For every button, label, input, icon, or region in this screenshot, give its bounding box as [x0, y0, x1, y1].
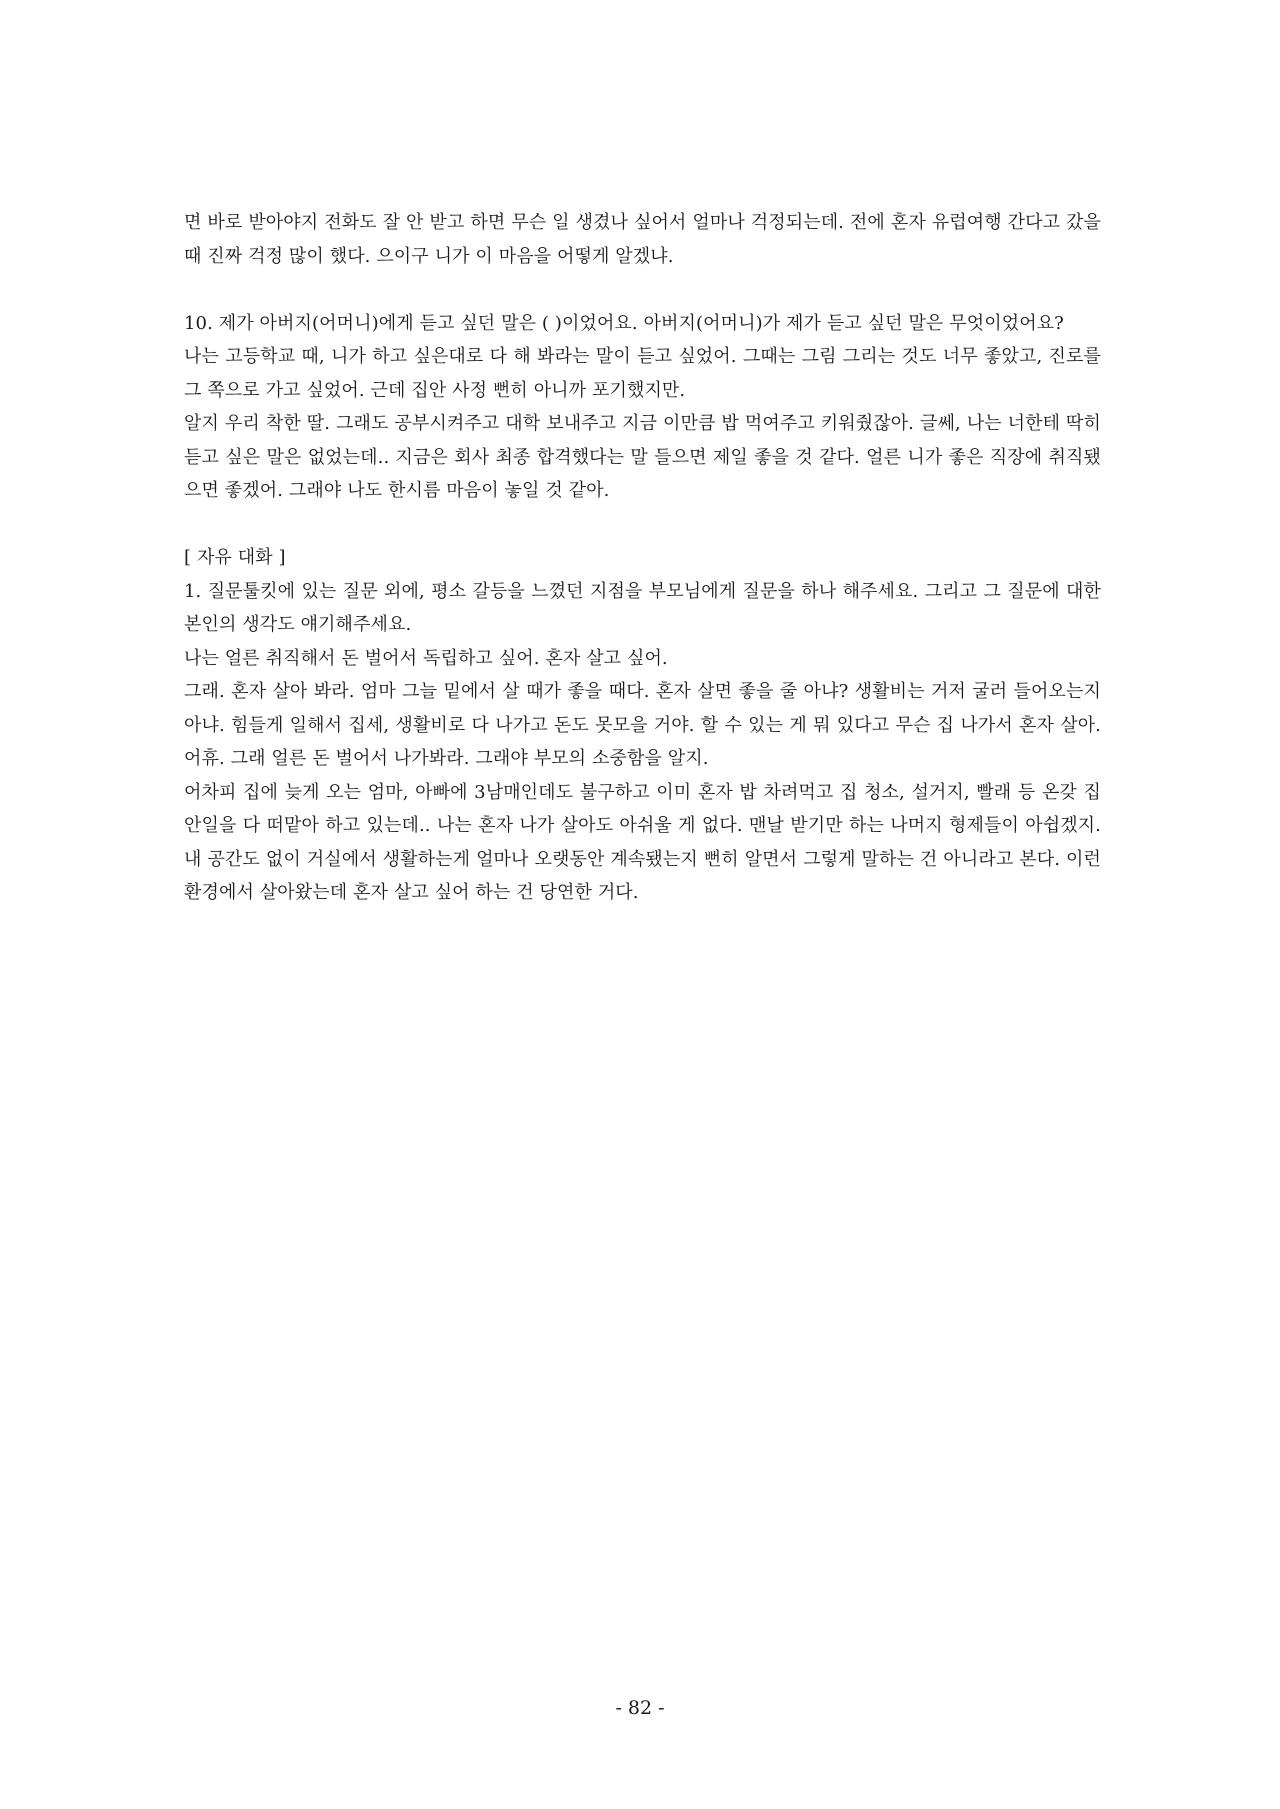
free-talk-child-statement: 나는 얼른 취직해서 돈 벌어서 독립하고 싶어. 혼자 살고 싶어.: [184, 647, 668, 669]
document-body: [184, 206, 1101, 910]
free-talk-question-1: 1. 질문툴킷에 있는 질문 외에, 평소 갈등을 느꼈던 지점을 부모님에게 질문을 하나 해주세요. 그리고 그 질문에 대한 본인의 생각도 얘기해주세요.: [184, 580, 1101, 635]
free-talk-child-reflection: 어차피 집에 늦게 오는 엄마, 아빠에 3남매인데도 불구하고 이미 혼자 밥 차려먹고 집 청소, 설거지, 빨래 등 온갖 집안일을 다 떠맡아 하고 있는데.. 나는 혼자 나가 살아도 아쉬울 게 없다. 맨날 받기만 하는 나머지 형제들이 아쉽겠지. 내 공간도 없이 거실에서 생활하는게 얼마나 오랫동안 계속됐는지 뻔히 알면서 그렇게 말하는 건 아니라고 본다. 이런 환경에서 살아왔는데 혼자 살고 싶어 하는 건 당연한 거다.: [184, 781, 1101, 903]
page-number: - 82 -: [615, 1697, 665, 1719]
free-talk-parent-response: 그래. 혼자 살아 봐라. 엄마 그늘 밑에서 살 때가 좋을 때다. 혼자 살면 좋을 줄 아냐? 생활비는 거저 굴러 들어오는지 아냐. 힘들게 일해서 집세, 생활비로 다 나가고 돈도 못모을 거야. 할 수 있는 게 뭐 있다고 무슨 집 나가서 혼자 살아. 어휴. 그래 얼른 돈 벌어서 나가봐라. 그래야 부모의 소중함을 알지.: [184, 681, 1101, 769]
answer-10-parent: 알지 우리 착한 딸. 그래도 공부시켜주고 대학 보내주고 지금 이만큼 밥 먹여주고 키워줬잖아. 글쎄, 나는 너한테 딱히 듣고 싶은 말은 없었는데.. 지금은 회사 최종 합격했다는 말 들으면 제일 좋을 것 같다. 얼른 니가 좋은 직장에 취직됐으면 좋겠어. 그래야 나도 한시름 마음이 놓일 것 같아.: [184, 413, 1101, 501]
answer-10-child: 나는 고등학교 때, 니가 하고 싶은대로 다 해 봐라는 말이 듣고 싶었어. 그때는 그림 그리는 것도 너무 좋았고, 진로를 그 쪽으로 가고 싶었어. 근데 집안 사정 뻔히 아니까 포기했지만.: [184, 346, 1101, 401]
question-10: 10. 제가 아버지(어머니)에게 듣고 싶던 말은 ( )이었어요. 아버지(어머니)가 제가 듣고 싶던 말은 무엇이었어요?: [184, 312, 1064, 334]
paragraph-spacer: [184, 273, 1101, 307]
section-heading-free-talk: [ 자유 대화 ]: [184, 547, 286, 568]
paragraph-spacer: [184, 508, 1101, 542]
paragraph-worry-continuation: 면 바로 받아야지 전화도 잘 안 받고 하면 무슨 일 생겼나 싶어서 얼마나 걱정되는데. 전에 혼자 유럽여행 간다고 갔을 때 진짜 걱정 많이 했다. 으이구 니가 이 마음을 어떻게 알겠냐.: [184, 212, 1101, 267]
